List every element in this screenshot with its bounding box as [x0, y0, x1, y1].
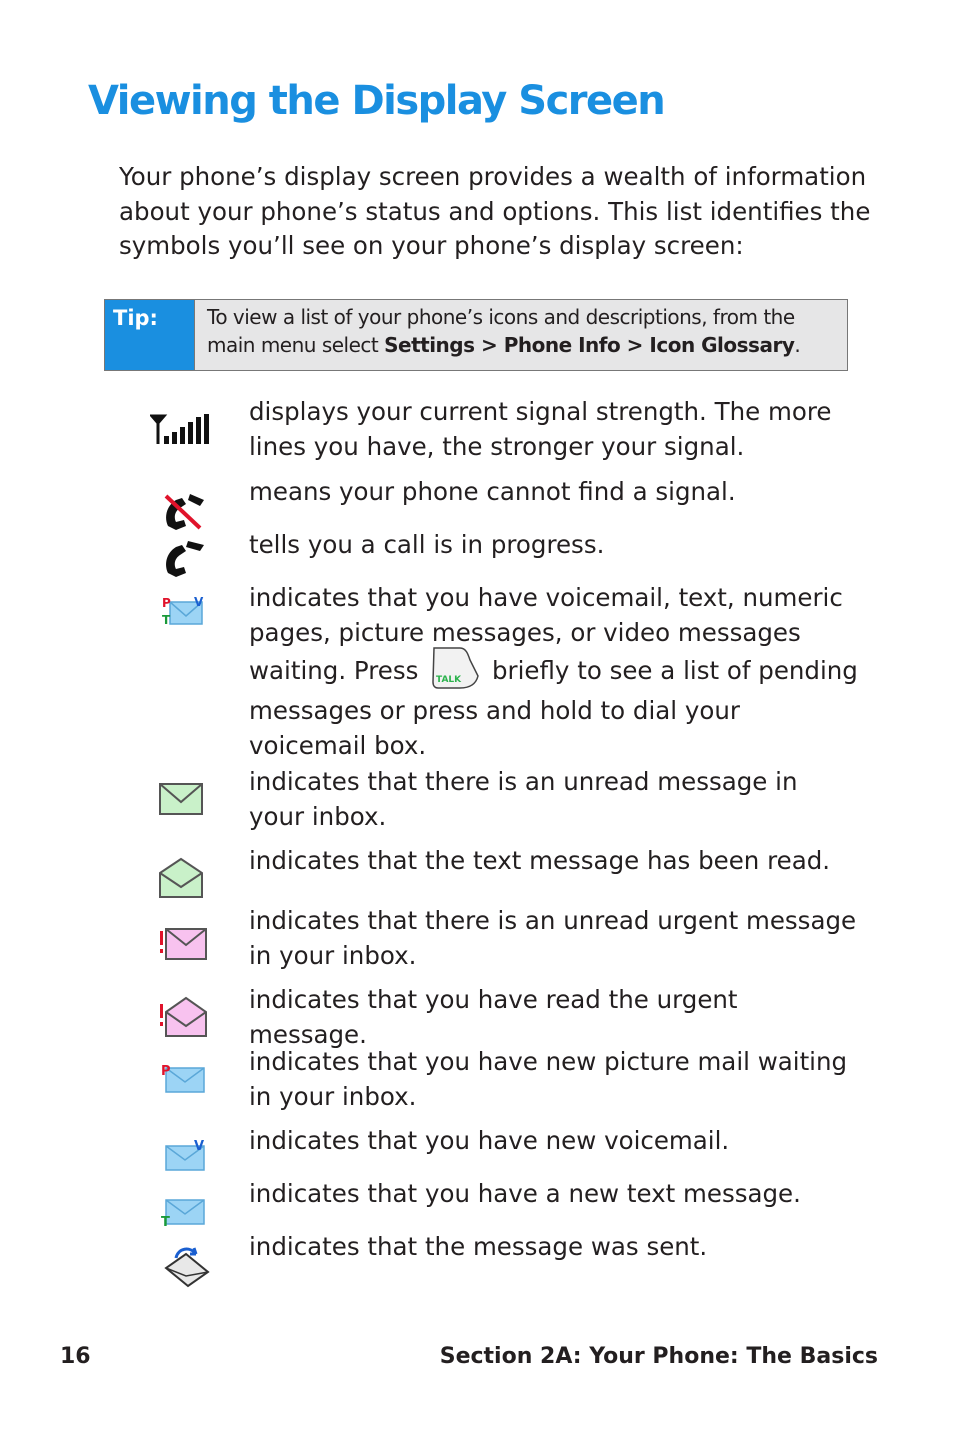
intro-paragraph: Your phone’s display screen provides a wealth of information about your phone’s status and options. This list identifies the symbols you’ll see on your phone’s display screen: — [119, 162, 871, 260]
pending-messages-icon — [160, 594, 208, 630]
tip-menu-path: Settings > Phone Info > Icon Glossary — [384, 333, 795, 357]
picture-mail-icon — [160, 1060, 208, 1094]
unread-message-description: indicates that there is an unread message in your inbox. — [249, 767, 798, 831]
svg-text:T: T — [161, 1215, 170, 1228]
tip-label: Tip: — [105, 300, 195, 370]
pending-messages-text-after: briefly to see a list of pending messages or press and hold to dial your voicemail box. — [249, 656, 858, 760]
text-message-description: indicates that you have a new text message. — [249, 1179, 801, 1208]
svg-text:V: V — [194, 595, 204, 609]
signal-strength-description: displays your current signal strength. The more lines you have, the stronger your signal. — [249, 397, 832, 461]
page-number: 16 — [60, 1344, 91, 1369]
message-sent-icon — [160, 1242, 212, 1288]
unread-urgent-message-description: indicates that there is an unread urgent message in your inbox. — [249, 906, 857, 970]
no-signal-icon — [160, 490, 208, 532]
voicemail-description: indicates that you have new voicemail. — [249, 1126, 730, 1155]
read-message-description: indicates that the text message has been read. — [249, 846, 831, 875]
pending-messages-text-before: indicates that you have voicemail, text, numeric pages, picture messages, or video messages waiting. Press — [249, 583, 843, 685]
unread-message-icon — [158, 780, 206, 818]
talk-key-icon — [430, 646, 480, 690]
signal-strength-icon — [150, 412, 220, 446]
tip-box — [104, 299, 848, 371]
page-title: Viewing the Display Screen — [88, 78, 665, 124]
unread-urgent-message-icon — [158, 923, 208, 965]
svg-text:P: P — [162, 596, 171, 610]
text-message-icon — [160, 1196, 208, 1228]
read-message-icon — [158, 855, 206, 901]
voicemail-icon — [162, 1136, 210, 1172]
tip-text — [195, 300, 847, 370]
talk-key-label: TALK — [436, 675, 462, 685]
pending-messages-description — [249, 581, 859, 763]
no-signal-description: means your phone cannot find a signal. — [249, 477, 736, 506]
svg-text:V: V — [194, 1139, 205, 1154]
tip-text-before: To view a list of your phone’s icons and descriptions, from the main menu select — [207, 305, 795, 357]
read-urgent-message-icon — [158, 994, 208, 1040]
svg-text:P: P — [161, 1064, 171, 1079]
read-urgent-message-description: indicates that you have read the urgent message. — [249, 985, 738, 1049]
picture-mail-description: indicates that you have new picture mail waiting in your inbox. — [249, 1047, 848, 1111]
section-title: Section 2A: Your Phone: The Basics — [439, 1344, 878, 1369]
message-sent-description: indicates that the message was sent. — [249, 1232, 708, 1261]
call-in-progress-icon — [160, 537, 208, 577]
svg-text:T: T — [162, 613, 171, 627]
call-in-progress-description: tells you a call is in progress. — [249, 530, 605, 559]
tip-text-after: . — [794, 333, 801, 357]
